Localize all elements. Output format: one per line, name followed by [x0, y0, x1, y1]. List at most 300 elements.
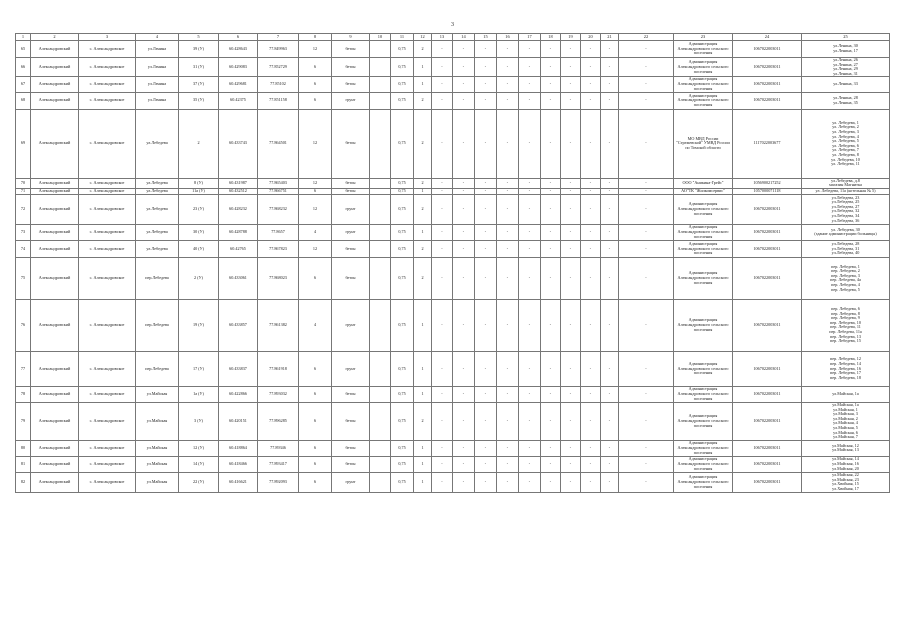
- village-cell: с. Александровское: [79, 386, 136, 402]
- volume-cell: 0,75: [391, 188, 414, 194]
- column-header: 20: [581, 34, 601, 41]
- address-line: пер. Лебедева, 1: [831, 263, 860, 269]
- table-row: [16, 109, 890, 178]
- village-cell: с. Александровское: [79, 224, 136, 240]
- dash-cell: -: [581, 109, 601, 178]
- row-number: 68: [16, 92, 31, 109]
- column-header: 9: [332, 34, 370, 41]
- address-line: ул. Лебедева, 8: [832, 151, 859, 157]
- dash-cell: -: [581, 456, 601, 472]
- table-header-row: [16, 34, 890, 41]
- dash-cell: -: [497, 456, 519, 472]
- dash-cell: -: [519, 440, 541, 456]
- organization-cell: Администрация Александровского сельского поселения: [674, 257, 733, 299]
- dash-cell: -: [561, 92, 581, 109]
- organization-cell: Администрация Александровского сельского поселения: [674, 402, 733, 440]
- surface-cell: грунт: [332, 194, 370, 224]
- dash-cell: -: [475, 299, 497, 351]
- row-number: 69: [16, 109, 31, 178]
- dash-cell: -: [475, 456, 497, 472]
- empty-cell: [370, 386, 391, 402]
- dash-cell: -: [475, 41, 497, 58]
- longitude-cell: 77.852729: [258, 58, 299, 77]
- dash-cell: -: [619, 178, 674, 188]
- container-count-cell: 1: [414, 188, 432, 194]
- dash-cell: -: [561, 77, 581, 92]
- container-count-cell: 2: [414, 92, 432, 109]
- address-line: пер. Лебедева, 5: [831, 286, 860, 292]
- dash-cell: -: [541, 58, 561, 77]
- dash-cell: -: [519, 257, 541, 299]
- latitude-cell: 60.428232: [219, 194, 258, 224]
- container-count-cell: 1: [414, 440, 432, 456]
- dash-cell: -: [601, 299, 619, 351]
- area-cell: 12: [299, 178, 332, 188]
- street-cell: пер.Лебедева: [136, 351, 179, 386]
- served-addresses-cell: [802, 178, 890, 188]
- dash-cell: -: [432, 109, 453, 178]
- dash-cell: -: [619, 257, 674, 299]
- surface-cell: бетон: [332, 188, 370, 194]
- dash-cell: -: [519, 92, 541, 109]
- organization-cell: Администрация Александровского сельского поселения: [674, 240, 733, 257]
- address-line: пер. Лебедева, 15: [830, 338, 861, 344]
- served-addresses-cell: [802, 257, 890, 299]
- village-cell: с. Александровское: [79, 92, 136, 109]
- house-number-cell: 11а (У): [179, 188, 219, 194]
- dash-cell: -: [497, 178, 519, 188]
- house-number-cell: 19 (У): [179, 299, 219, 351]
- served-addresses-cell: [802, 109, 890, 178]
- area-cell: 6: [299, 386, 332, 402]
- dash-cell: -: [619, 240, 674, 257]
- dash-cell: -: [541, 240, 561, 257]
- address-line: ул.Майская, 22: [832, 472, 859, 478]
- address-line: пер. Лебедева, 3: [831, 272, 860, 278]
- address-line: ул.Майская, 1а: [832, 391, 859, 397]
- column-header: 16: [497, 34, 519, 41]
- address-line: пер. Лебедева, 14: [830, 361, 861, 367]
- address-line: ул. Лебедева, 6: [832, 142, 859, 148]
- container-count-cell: 1: [414, 77, 432, 92]
- dash-cell: -: [619, 188, 674, 194]
- column-header: 18: [541, 34, 561, 41]
- dash-cell: -: [619, 402, 674, 440]
- table-row: [16, 472, 890, 492]
- address-line: пер. Лебедева, 10: [830, 319, 861, 325]
- address-line: ул. Лебедева, 5: [832, 138, 859, 144]
- street-cell: ул.Ленина: [136, 92, 179, 109]
- surface-cell: бетон: [332, 109, 370, 178]
- area-cell: 4: [299, 299, 332, 351]
- longitude-cell: 77.861382: [258, 299, 299, 351]
- empty-cell: [370, 92, 391, 109]
- address-line: ул. Лебедева, 3: [832, 128, 859, 134]
- house-number-cell: 22 (У): [179, 472, 219, 492]
- area-cell: 6: [299, 257, 332, 299]
- longitude-cell: 77.868232: [258, 194, 299, 224]
- organization-cell: Администрация Александровского сельского поселения: [674, 472, 733, 492]
- table-row: [16, 402, 890, 440]
- address-line: пер. Лебедева, 16: [830, 365, 861, 371]
- dash-cell: -: [432, 351, 453, 386]
- organization-cell: Администрация Александровского сельского поселения: [674, 351, 733, 386]
- address-line: ул.Майская, 14: [832, 456, 859, 462]
- dash-cell: -: [432, 224, 453, 240]
- address-line: ул. Лебедева, 30: [831, 226, 860, 232]
- dash-cell: -: [519, 456, 541, 472]
- dash-cell: -: [453, 440, 475, 456]
- dash-cell: -: [519, 351, 541, 386]
- house-number-cell: 39 (У): [179, 41, 219, 58]
- column-header: 2: [31, 34, 79, 41]
- village-cell: с. Александровское: [79, 299, 136, 351]
- container-count-cell: 1: [414, 58, 432, 77]
- dash-cell: -: [561, 386, 581, 402]
- volume-cell: 0,75: [391, 194, 414, 224]
- row-number: 65: [16, 41, 31, 58]
- address-line: ул.Хвойная, 15: [832, 481, 859, 487]
- dash-cell: -: [432, 77, 453, 92]
- street-cell: ул.Лебедева: [136, 109, 179, 178]
- dash-cell: -: [619, 456, 674, 472]
- district-cell: Александровский: [31, 41, 79, 58]
- dash-cell: -: [497, 386, 519, 402]
- dash-cell: -: [601, 41, 619, 58]
- area-cell: 6: [299, 472, 332, 492]
- dash-cell: -: [453, 299, 475, 351]
- organization-cell: Администрация Александровского сельского поселения: [674, 41, 733, 58]
- dash-cell: -: [497, 257, 519, 299]
- dash-cell: -: [619, 224, 674, 240]
- village-cell: с. Александровское: [79, 402, 136, 440]
- street-cell: ул.Лебедева: [136, 224, 179, 240]
- container-count-cell: 2: [414, 240, 432, 257]
- address-line: ул.Ленина, 33: [833, 81, 858, 87]
- column-header: 15: [475, 34, 497, 41]
- address-line: ул.Лебедева, 27: [831, 203, 860, 209]
- latitude-cell: 60.433857: [219, 299, 258, 351]
- area-cell: 12: [299, 41, 332, 58]
- volume-cell: 0,75: [391, 240, 414, 257]
- address-line: ул.Лебедева, 28: [831, 241, 860, 247]
- district-cell: Александровский: [31, 109, 79, 178]
- dash-cell: -: [601, 472, 619, 492]
- address-line: ул.Лебедева, 36: [831, 217, 860, 223]
- ogrn-cell: 1057000071118: [733, 188, 802, 194]
- latitude-cell: 60.433837: [219, 351, 258, 386]
- row-number: 67: [16, 77, 31, 92]
- dash-cell: -: [519, 178, 541, 188]
- dash-cell: -: [519, 77, 541, 92]
- address-line: ул. Лебедева, 11: [831, 161, 860, 167]
- column-header: 3: [79, 34, 136, 41]
- address-line: пер. Лебедева, 6: [831, 306, 860, 312]
- row-number: 72: [16, 194, 31, 224]
- served-addresses-cell: [802, 224, 890, 240]
- address-line: ул. Лебедева, 10: [831, 156, 860, 162]
- address-line: пер. Лебедева, 11а: [829, 329, 862, 335]
- empty-cell: [370, 178, 391, 188]
- address-line: ул.Майская, 3: [833, 411, 858, 417]
- dash-cell: -: [619, 92, 674, 109]
- dash-cell: -: [619, 440, 674, 456]
- volume-cell: 0,75: [391, 257, 414, 299]
- served-addresses-cell: [802, 472, 890, 492]
- container-count-cell: 2: [414, 402, 432, 440]
- dash-cell: -: [619, 58, 674, 77]
- dash-cell: -: [453, 58, 475, 77]
- dash-cell: -: [581, 58, 601, 77]
- dash-cell: -: [541, 41, 561, 58]
- latitude-cell: 60.429681: [219, 77, 258, 92]
- ogrn-cell: 1067022003011: [733, 58, 802, 77]
- village-cell: с. Александровское: [79, 178, 136, 188]
- surface-cell: бетон: [332, 440, 370, 456]
- district-cell: Александровский: [31, 178, 79, 188]
- ogrn-cell: 1067022003011: [733, 41, 802, 58]
- address-line: ул.Майская, 13: [832, 447, 859, 453]
- longitude-cell: 77.866751: [258, 188, 299, 194]
- address-line: ул.Ленина, 31: [833, 70, 858, 76]
- dash-cell: -: [475, 386, 497, 402]
- district-cell: Александровский: [31, 299, 79, 351]
- row-number: 82: [16, 472, 31, 492]
- empty-cell: [370, 240, 391, 257]
- dash-cell: -: [453, 402, 475, 440]
- dash-cell: -: [619, 41, 674, 58]
- organization-cell: МО МВД России "Стрежевской" УМВД России по Томской области: [674, 109, 733, 178]
- column-header: 21: [601, 34, 619, 41]
- district-cell: Александровский: [31, 224, 79, 240]
- address-line: магазин Магнитка: [829, 182, 862, 188]
- address-line: ул.Майская, 12: [832, 442, 859, 448]
- dash-cell: -: [519, 194, 541, 224]
- dash-cell: -: [541, 194, 561, 224]
- village-cell: с. Александровское: [79, 351, 136, 386]
- dash-cell: -: [541, 299, 561, 351]
- latitude-cell: 60.433743: [219, 109, 258, 178]
- empty-cell: [370, 440, 391, 456]
- address-line: ул.Лебедева, 32: [831, 208, 860, 214]
- dash-cell: -: [453, 386, 475, 402]
- district-cell: Александровский: [31, 351, 79, 386]
- column-header: 11: [391, 34, 414, 41]
- dash-cell: -: [475, 77, 497, 92]
- table-row: [16, 41, 890, 58]
- table-row: [16, 299, 890, 351]
- dash-cell: -: [561, 440, 581, 456]
- served-addresses-cell: [802, 456, 890, 472]
- dash-cell: -: [581, 299, 601, 351]
- organization-cell: ООО "Аникина-Грейс": [674, 178, 733, 188]
- dash-cell: -: [497, 77, 519, 92]
- column-header: 12: [414, 34, 432, 41]
- dash-cell: -: [601, 257, 619, 299]
- row-number: 66: [16, 58, 31, 77]
- longitude-cell: 77.868023: [258, 257, 299, 299]
- empty-cell: [370, 58, 391, 77]
- dash-cell: -: [541, 109, 561, 178]
- dash-cell: -: [601, 386, 619, 402]
- address-line: ул.Хвойная, 17: [832, 485, 859, 491]
- dash-cell: -: [619, 77, 674, 92]
- dash-cell: -: [519, 188, 541, 194]
- dash-cell: -: [561, 109, 581, 178]
- container-count-cell: 1: [414, 456, 432, 472]
- address-line: ул. Лебедева, 7: [832, 147, 859, 153]
- dash-cell: -: [497, 194, 519, 224]
- area-cell: 6: [299, 456, 332, 472]
- village-cell: с. Александровское: [79, 41, 136, 58]
- address-line: ул.Майская, 6: [833, 429, 858, 435]
- address-line: ул.Лебедева, 31: [831, 245, 860, 251]
- house-number-cell: 37 (У): [179, 77, 219, 92]
- latitude-cell: 60.418466: [219, 456, 258, 472]
- volume-cell: 0,75: [391, 77, 414, 92]
- village-cell: с. Александровское: [79, 456, 136, 472]
- street-cell: ул.Ленина: [136, 58, 179, 77]
- table-row: [16, 257, 890, 299]
- surface-cell: грунт: [332, 472, 370, 492]
- address-line: ул. Лебедева, 11а (котельная № 5): [815, 188, 876, 194]
- dash-cell: -: [561, 58, 581, 77]
- address-line: ул.Ленина, 29: [833, 66, 858, 72]
- container-count-cell: 2: [414, 178, 432, 188]
- address-line: пер. Лебедева, 12: [830, 356, 861, 362]
- district-cell: Александровский: [31, 386, 79, 402]
- table-row: [16, 386, 890, 402]
- column-header: 6: [219, 34, 258, 41]
- dash-cell: -: [581, 386, 601, 402]
- ogrn-cell: 1067022003011: [733, 224, 802, 240]
- container-count-cell: 1: [414, 351, 432, 386]
- dash-cell: -: [581, 92, 601, 109]
- street-cell: ул.Лебедева: [136, 240, 179, 257]
- dash-cell: -: [541, 456, 561, 472]
- street-cell: пер.Лебедева: [136, 257, 179, 299]
- dash-cell: -: [561, 472, 581, 492]
- address-line: пер. Лебедева, 18: [830, 374, 861, 380]
- volume-cell: 0,75: [391, 224, 414, 240]
- village-cell: с. Александровское: [79, 58, 136, 77]
- served-addresses-cell: [802, 58, 890, 77]
- surface-cell: грунт: [332, 224, 370, 240]
- latitude-cell: 60.428788: [219, 224, 258, 240]
- district-cell: Александровский: [31, 472, 79, 492]
- address-line: ул.Майская, 20: [832, 465, 859, 471]
- organization-cell: Администрация Александровского сельского поселения: [674, 440, 733, 456]
- volume-cell: 0,75: [391, 58, 414, 77]
- dash-cell: -: [619, 299, 674, 351]
- address-line: ул.Ленина, 30: [833, 43, 858, 49]
- volume-cell: 0,75: [391, 440, 414, 456]
- longitude-cell: 77.89346: [258, 440, 299, 456]
- dash-cell: -: [497, 58, 519, 77]
- address-line: ул.Ленина, 28: [833, 95, 858, 101]
- empty-cell: [370, 194, 391, 224]
- dash-cell: -: [497, 41, 519, 58]
- latitude-cell: 60.429083: [219, 58, 258, 77]
- dash-cell: -: [475, 188, 497, 194]
- row-number: 73: [16, 224, 31, 240]
- dash-cell: -: [475, 240, 497, 257]
- dash-cell: -: [581, 402, 601, 440]
- empty-cell: [370, 472, 391, 492]
- dash-cell: -: [453, 77, 475, 92]
- dash-cell: -: [519, 402, 541, 440]
- house-number-cell: 3 (У): [179, 402, 219, 440]
- column-header: 4: [136, 34, 179, 41]
- dash-cell: -: [453, 351, 475, 386]
- dash-cell: -: [541, 178, 561, 188]
- dash-cell: -: [601, 240, 619, 257]
- ogrn-cell: 1067022003011: [733, 386, 802, 402]
- address-line: пер. Лебедева, 13: [830, 333, 861, 339]
- row-number: 77: [16, 351, 31, 386]
- street-cell: ул.Майская: [136, 472, 179, 492]
- latitude-cell: 60.431987: [219, 178, 258, 188]
- latitude-cell: 60.432512: [219, 188, 258, 194]
- dash-cell: -: [619, 194, 674, 224]
- longitude-cell: 77.85102: [258, 77, 299, 92]
- surface-cell: бетон: [332, 456, 370, 472]
- street-cell: ул.Майская: [136, 386, 179, 402]
- dash-cell: -: [619, 472, 674, 492]
- dash-cell: -: [601, 440, 619, 456]
- container-count-cell: 2: [414, 41, 432, 58]
- house-number-cell: 2 (У): [179, 257, 219, 299]
- address-line: ул.Ленина, 27: [833, 61, 858, 67]
- address-line: ул.Ленина, 17: [833, 48, 858, 53]
- dash-cell: -: [581, 41, 601, 58]
- dash-cell: -: [601, 456, 619, 472]
- table-row: [16, 178, 890, 188]
- area-cell: 12: [299, 109, 332, 178]
- longitude-cell: 77.867823: [258, 240, 299, 257]
- dash-cell: -: [541, 386, 561, 402]
- village-cell: с. Александровское: [79, 188, 136, 194]
- house-number-cell: 35 (У): [179, 92, 219, 109]
- page-number: 3: [451, 22, 454, 28]
- volume-cell: 0,75: [391, 92, 414, 109]
- dash-cell: -: [581, 77, 601, 92]
- container-count-cell: 2: [414, 257, 432, 299]
- table-row: [16, 440, 890, 456]
- address-line: пер. Лебедева, 2: [831, 268, 860, 274]
- column-header: 13: [432, 34, 453, 41]
- dash-cell: -: [432, 178, 453, 188]
- volume-cell: 0,75: [391, 41, 414, 58]
- house-number-cell: 1а (У): [179, 386, 219, 402]
- ogrn-cell: 1117022003677: [733, 109, 802, 178]
- served-addresses-cell: [802, 77, 890, 92]
- dash-cell: -: [541, 402, 561, 440]
- district-cell: Александровский: [31, 194, 79, 224]
- dash-cell: -: [453, 178, 475, 188]
- volume-cell: 0,75: [391, 402, 414, 440]
- dash-cell: -: [581, 257, 601, 299]
- dash-cell: -: [453, 240, 475, 257]
- empty-cell: [370, 351, 391, 386]
- organization-cell: Администрация Александровского сельского поселения: [674, 58, 733, 77]
- ogrn-cell: 1067022003011: [733, 440, 802, 456]
- address-line: ул. Лебедева, 4: [832, 133, 859, 139]
- table-row: [16, 456, 890, 472]
- house-number-cell: 30 (У): [179, 224, 219, 240]
- volume-cell: 0,75: [391, 351, 414, 386]
- organization-cell: Администрация Александровского сельского поселения: [674, 224, 733, 240]
